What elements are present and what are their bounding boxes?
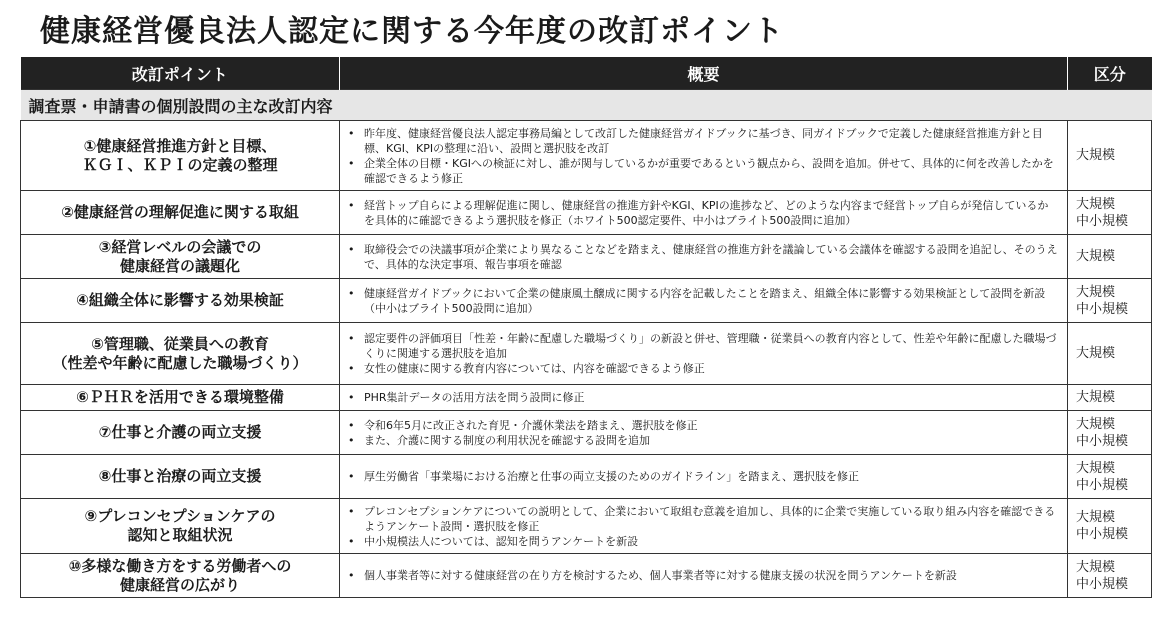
revision-point-line: （性差や年齢に配慮した職場づくり） [52, 353, 308, 372]
summary-bullet: • 取締役会での決議事項が企業により異なることなどを踏まえ、健康経営の推進方針を議論している会議体を確認する設問を追記し、そのうえで、具体的な決定事項、報告事項を確認 [346, 242, 1059, 272]
revision-point-line: 認知と取組状況 [127, 526, 233, 544]
revision-category [1068, 121, 1152, 191]
summary-bullet: • PHR集計データの活用方法を問う設問に修正 [346, 390, 1059, 405]
summary-bullet-list [346, 331, 1059, 376]
revision-point [21, 499, 340, 554]
summary-bullet: • 厚生労働省「事業場における治療と仕事の両立支援のためのガイドライン」を踏まえ、選択肢を修正 [346, 469, 1059, 484]
revision-category [1068, 235, 1152, 279]
revision-point [21, 385, 340, 411]
table-row [21, 279, 1152, 323]
revision-point [21, 411, 340, 455]
revision-point-line: ④組織全体に影響する効果検証 [76, 291, 284, 309]
summary-bullet: • 経営トップ自らによる理解促進に関し、健康経営の推進方針やKGI、KPIの進捗など、どのような内容まで経営トップ自らが発信しているかを具体的に確認できるよう選択肢を修正（ホワイト500認定要件、中小はブライト500設問に追加） [346, 198, 1059, 228]
revision-summary [340, 411, 1068, 455]
summary-bullet: • 令和6年5月に改正された育児・介護休業法を踏まえ、選択肢を修正 [346, 418, 1059, 433]
section-heading: 調査票・申請書の個別設問の主な改訂内容 [21, 90, 1152, 121]
revision-point-line: ⑦仕事と介護の両立支援 [98, 423, 262, 441]
summary-bullet-list [346, 568, 1059, 583]
summary-bullet-list [346, 286, 1059, 316]
revision-point [21, 191, 340, 235]
header-category: 区分 [1068, 57, 1152, 90]
revision-category [1068, 499, 1152, 554]
revision-category [1068, 191, 1152, 235]
table-row [21, 121, 1152, 191]
summary-bullet: • 昨年度、健康経営優良法人認定事務局編として改訂した健康経営ガイドブックに基づき、同ガイドブックで定義した健康経営推進方針と目標、KGI、KPIの整理に沿い、設問と選択肢を改訂 [346, 126, 1059, 156]
revision-point-line: ②健康経営の理解促進に関する取組 [61, 203, 299, 221]
revision-category [1068, 411, 1152, 455]
revision-point [21, 279, 340, 323]
revision-summary [340, 455, 1068, 499]
category-label: 中小規模 [1076, 576, 1129, 592]
revision-point [21, 121, 340, 191]
category-label: 大規模 [1076, 460, 1116, 476]
table-row [21, 385, 1152, 411]
table-row [21, 411, 1152, 455]
revision-summary [340, 279, 1068, 323]
revision-point [21, 323, 340, 385]
category-label: 大規模 [1076, 284, 1116, 300]
revision-point-line: ⑩多様な働き方をする労働者への [68, 556, 292, 575]
revision-summary [340, 235, 1068, 279]
summary-bullet: • 女性の健康に関する教育内容については、内容を確認できるよう修正 [346, 361, 1059, 376]
summary-bullet-list [346, 198, 1059, 228]
summary-bullet: • 企業全体の目標・KGIへの検証に対し、誰が関与しているかが重要であるという観点から、設問を追加。併せて、具体的に何を改善したかを確認できるよう修正 [346, 156, 1059, 186]
revision-category [1068, 385, 1152, 411]
table-row [21, 499, 1152, 554]
summary-bullet: • プレコンセプションケアについての説明として、企業において取組む意義を追加し、具体的に企業で実施している取り組み内容を確認できるようアンケート設問・選択肢を修正 [346, 504, 1059, 534]
table-row [21, 455, 1152, 499]
revision-category [1068, 279, 1152, 323]
category-label: 大規模 [1076, 249, 1116, 264]
revision-point-line: ⑤管理職、従業員への教育 [91, 334, 269, 353]
summary-bullet: • 認定要件の評価項目「性差・年齢に配慮した職場づくり」の新設と併せ、管理職・従業員への教育内容として、性差や年齢に配慮した職場づくりに関連する選択肢を追加 [346, 331, 1059, 361]
revision-category [1068, 455, 1152, 499]
revision-point-line: 健康経営の議題化 [119, 256, 240, 275]
revision-summary [340, 323, 1068, 385]
summary-bullet-list [346, 504, 1059, 549]
category-label: 中小規模 [1076, 301, 1129, 317]
revision-point-line: ③経営レベルの会議での [98, 237, 262, 256]
category-label: 大規模 [1076, 148, 1116, 163]
summary-bullet: • また、介護に関する制度の利用状況を確認する設問を追加 [346, 433, 1059, 448]
revision-summary [340, 499, 1068, 554]
page-title: 健康経営優良法人認定に関する今年度の改訂ポイント [40, 14, 784, 49]
revision-summary [340, 385, 1068, 411]
category-label: 中小規模 [1076, 213, 1129, 229]
summary-bullet: • 中小規模法人については、認知を問うアンケートを新設 [346, 534, 1059, 549]
category-label: 大規模 [1076, 196, 1116, 212]
revision-table [20, 57, 1152, 598]
header-summary: 概要 [340, 57, 1068, 90]
summary-bullet: • 健康経営ガイドブックにおいて企業の健康風土醸成に関する内容を記載したことを踏まえ、組織全体に影響する効果検証として設問を新設（中小はブライト500設問に追加） [346, 286, 1059, 316]
revision-point [21, 554, 340, 598]
category-label: 大規模 [1076, 390, 1116, 405]
revision-summary [340, 121, 1068, 191]
section-row [21, 90, 1152, 121]
revision-point-line: ＫＧＩ、ＫＰＩの定義の整理 [82, 155, 278, 174]
revision-summary [340, 191, 1068, 235]
category-label: 大規模 [1076, 559, 1116, 575]
table-header-row [21, 57, 1152, 90]
table-row [21, 191, 1152, 235]
revision-point-line: ⑨プレコンセプションケアの [84, 507, 276, 525]
table-row [21, 323, 1152, 385]
revision-category [1068, 554, 1152, 598]
header-point: 改訂ポイント [21, 57, 340, 90]
summary-bullet-list [346, 469, 1059, 484]
table-row [21, 235, 1152, 279]
revision-category [1068, 323, 1152, 385]
revision-summary [340, 554, 1068, 598]
summary-bullet-list [346, 418, 1059, 448]
revision-point [21, 235, 340, 279]
category-label: 大規模 [1076, 346, 1116, 361]
summary-bullet-list [346, 242, 1059, 272]
revision-point-line: ⑧仕事と治療の両立支援 [98, 467, 262, 485]
category-label: 大規模 [1076, 510, 1116, 525]
summary-bullet-list [346, 126, 1059, 186]
table-row [21, 554, 1152, 598]
category-label: 中小規模 [1076, 477, 1129, 493]
revision-point-line: 健康経営の広がり [119, 575, 240, 594]
summary-bullet-list [346, 390, 1059, 405]
revision-point [21, 455, 340, 499]
category-label: 中小規模 [1076, 433, 1129, 449]
revision-point-line: ⑥ＰＨＲを活用できる環境整備 [76, 388, 284, 406]
category-label: 大規模 [1076, 416, 1116, 432]
summary-bullet: • 個人事業者等に対する健康経営の在り方を検討するため、個人事業者等に対する健康支援の状況を問うアンケートを新設 [346, 568, 1059, 583]
category-label: 中小規模 [1076, 527, 1129, 542]
revision-point-line: ①健康経営推進方針と目標、 [83, 136, 277, 155]
